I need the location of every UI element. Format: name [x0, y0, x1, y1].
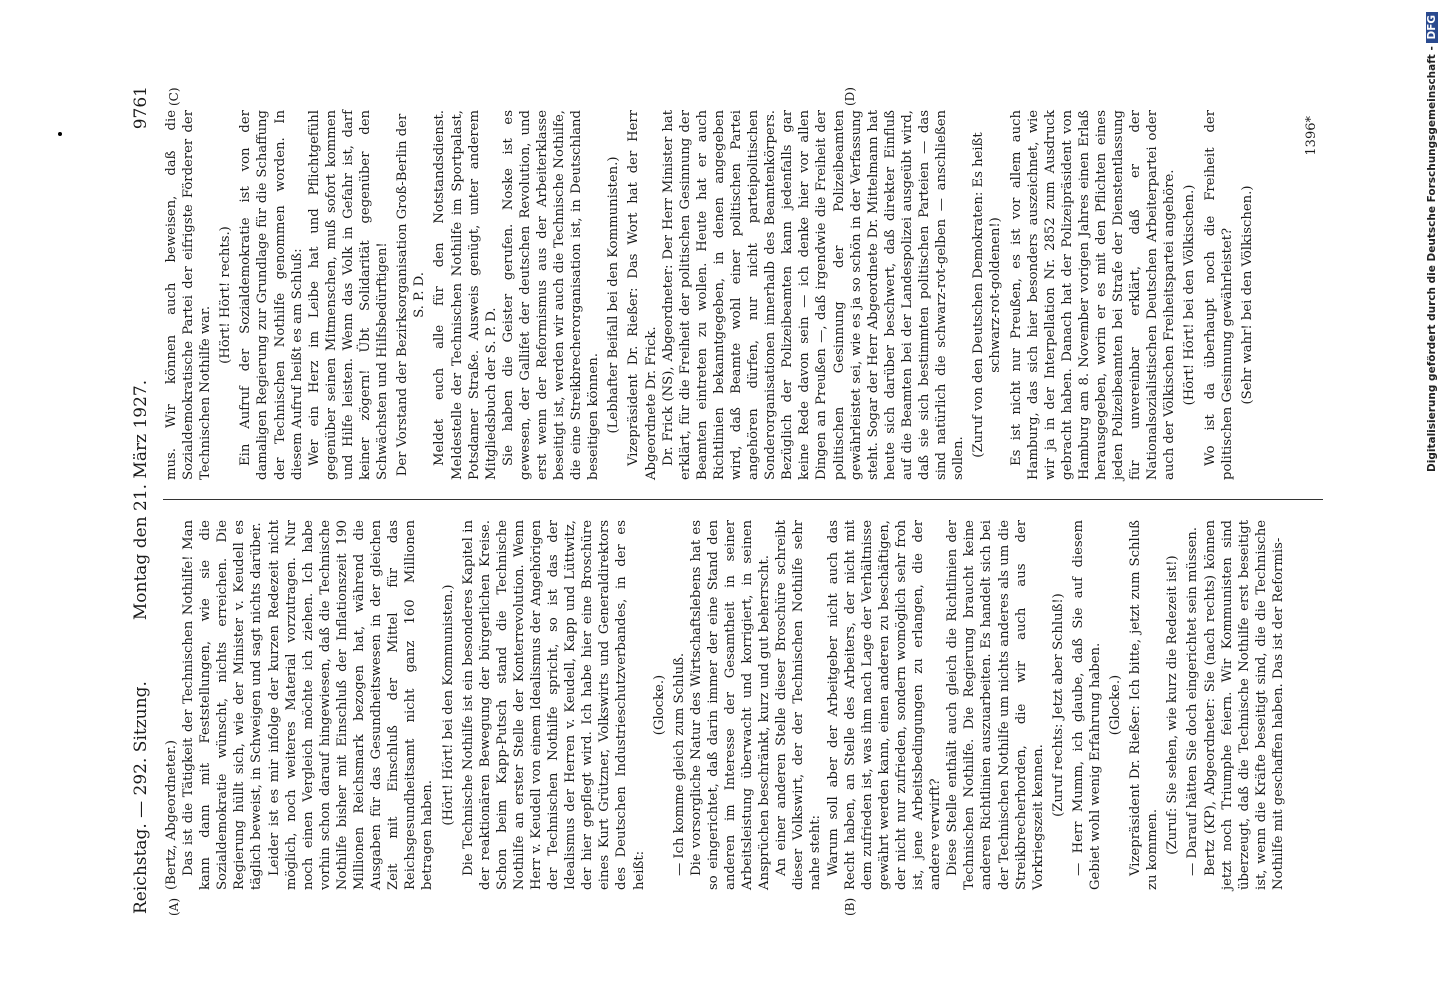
interjection: (Glocke.)	[1108, 674, 1124, 736]
paragraph: — Darauf hätten Sie doch eingerichtet sein müssen.	[1185, 527, 1201, 876]
speaker-continuation: (Bertz, Abgeordneter.)	[164, 739, 179, 890]
quotation: Meldet euch alle für den Notstandsdienst. Meldestelle der Technischen Nothilfe im Sportpalast, Potsdamer Straße. Ausweis genügt, unter anderem Mitgliedsbuch der S. P. D.	[432, 110, 499, 480]
paragraph: An einer anderen Stelle dieser Broschüre schreibt dieser Volkswirt, der der Technischen Nothilfe sehr nahe steht:	[774, 520, 824, 890]
interjection: (Hört! Hört! rechts.)	[218, 226, 234, 364]
paragraph: Bertz (KP), Abgeordneter: Sie (nach rechts) können jetzt noch Triumphe feiern. Wir Kommunisten sind überzeugt, daß die Technische Nothilfe erst beseitigt ist, wenn die Kräfte beseitigt sind, die die Technische Nothilfe mit geschaffen haben. Das ist der Reformis-	[1202, 520, 1286, 890]
header-left: Reichstag. — 292. Sitzung.	[131, 681, 151, 914]
margin-mark-b: (B)	[843, 897, 857, 916]
scan-speck	[58, 132, 62, 136]
column-divider	[163, 499, 1323, 500]
page-number: 9761	[131, 86, 151, 130]
paragraph: — Ich komme gleich zum Schluß.	[671, 652, 687, 876]
paragraph: Wo ist da überhaupt noch die Freiheit der politischen Gesinnung gewährleistet?	[1202, 110, 1235, 480]
paragraph: Das ist die Tätigkeit der Technischen Nothilfe! Man kann dann mit Feststellungen, wie sie die Sozialdemokratie wünscht, nichts erreichen. Die Regierung hüllt sich, wie der Minister v. Keudell es täglich beweist, in Schweigen und sagt nichts darüber.	[181, 520, 265, 890]
margin-mark-c: (C)	[167, 87, 181, 106]
margin-mark-a: (A)	[167, 897, 181, 916]
quotation: Wer ein Herz im Leibe hat und Pflichtgefühl gegenüber seinen Mitmenschen, muß sofort kommen und Hilfe leisten. Wenn das Volk in Gefahr ist, darf keiner zögern! Übt Solidarität gegenüber den Schwächsten und Hilfsbedürftigen!	[306, 110, 391, 480]
right-column	[163, 110, 1323, 480]
quotation: Warum soll aber der Arbeitgeber nicht auch das Recht haben, an Stelle des Arbeiters, der nicht mit dem zufrieden ist, was ihm nach Lage der Verhältnisse gewährt werden kann, einen anderen zu beschäftigen, der nicht nur zufrieden, sondern womöglich sehr froh ist, jene Arbeitsbedingungen zu erlangen, die der andere verwirft?	[825, 520, 944, 890]
paragraph: Ein Aufruf der Sozialdemokratie ist von der damaligen Regierung zur Grundlage für die Schaffung der Technischen Nothilfe genommen worden. In diesem Aufruf heißt es am Schluß:	[238, 110, 305, 480]
paragraph: Die Technische Nothilfe ist ein besonderes Kapitel in der reaktionären Bewegung der bürgerlichen Kreise. Schon beim Kapp-Putsch stand die Technische Nothilfe an erster Stelle der Konterrevolution. Wenn Herr v. Keudell von einem Idealismus der Angehörigen der Technischen Nothilfe spricht, so ist das der Idealismus der Herren v. Keudell, Kapp und Lüttwitz, der hier gepflegt wird. Ich habe hier eine Broschüre eines Kurt Grützner, Volkswirts und Generaldirektors des Deutschen Industrieschutzverbandes, in der es heißt:	[460, 520, 647, 890]
paragraph: Sie haben die Geister gerufen. Noske ist es gewesen, der Gallifet der deutschen Revolution, und erst wenn der Reformismus aus der Arbeiterklasse beseitigt ist, werden wir auch die Technische Nothilfe, die eine Streikbrecherorganisation ist, in Deutschland beseitigen können.	[500, 110, 602, 480]
paragraph: Vizepräsident Dr. Rießer: Ich bitte, jetzt zum Schluß zu kommen.	[1128, 520, 1161, 890]
credit-text: Digitalisierung gefördert durch die Deutsche Forschungsgemeinschaft -	[1426, 46, 1438, 472]
interjection: (Hört! Hört! bei den Kommunisten.)	[440, 584, 456, 826]
paragraph: Es ist nicht nur Preußen, es ist vor allem auch Hamburg, das sich hier besonders auszeichnet, wie wir ja in der Interpellation Nr. 2852 zum Ausdruck gebracht haben. Danach hat der Polizeipräsident von Hamburg am 8. November vorigen Jahres einen Erlaß herausgegeben, worin er es mit den Pflichten eines jeden Polizeibeamten bei Strafe der Dienstentlassung für unvereinbar erklärt, daß er der Nationalsozialistischen Deutschen Arbeiterpartei oder auch der Völkischen Freiheitspartei angehöre.	[1008, 110, 1178, 480]
paragraph: Vizepräsident Dr. Rießer: Das Wort hat der Herr Abgeordnete Dr. Frick.	[626, 110, 659, 480]
paragraph: mus. Wir können auch beweisen, daß die Sozialdemokratische Partei der eifrigste Förderer der Technischen Nothilfe war.	[164, 110, 214, 480]
dfg-logo: DFG	[1426, 12, 1438, 43]
interjection: (Zuruf: Sie sehen, wie kurz die Redezeit ist!)	[1165, 555, 1181, 855]
paragraph: — Herr Mumm, ich glaube, daß Sie auf diesem Gebiet wohl wenig Erfahrung haben.	[1070, 520, 1103, 890]
interjection: (Sehr wahr! bei den Völkischen.)	[1239, 185, 1255, 405]
left-column	[163, 520, 1323, 890]
paragraph: Leider ist es mir infolge der kurzen Redezeit nicht möglich, noch weiteres Material vorzutragen. Nur noch einen Vergleich möchte ich ziehen. Ich habe vorhin schon darauf hingewiesen, daß die Technische Nothilfe bisher mit Einschluß der Inflationszeit 190 Millionen Reichsmark bezogen hat, während die Ausgaben für das Gesundheitswesen in der gleichen Zeit mit Einschluß der Mittel für das Reichsgesundheitsamt nicht ganz 160 Millionen betragen haben.	[266, 520, 436, 890]
interjection: (Glocke.)	[651, 674, 667, 736]
interjection: (Lebhafter Beifall bei den Kommunisten.)	[606, 156, 622, 434]
digitization-credit	[1426, 12, 1442, 892]
running-header	[131, 86, 157, 914]
interjection: (Zuruf von den Deutschen Demokraten: Es heißt schwarz-rot-goldenen!)	[971, 132, 1004, 458]
interjection: (Hört! Hört! bei den Völkischen.)	[1182, 184, 1198, 406]
margin-mark-d: (D)	[843, 87, 857, 106]
interjection: (Zuruf rechts: Jetzt aber Schluß!)	[1050, 593, 1066, 817]
printer-signature: 1396*	[1304, 116, 1319, 156]
quotation-signature: Der Vorstand der Bezirksorganisation Groß-Berlin der S. P. D.	[395, 113, 428, 477]
header-date: Montag den 21. März 1927.	[131, 379, 151, 621]
document-page	[123, 70, 1333, 930]
paragraph: Diese Stelle enthält auch gleich die Richtlinien der Technischen Nothilfe. Die Regierung braucht keine anderen Richtlinien auszuarbeiten. Es handelt sich bei der Technischen Nothilfe um nichts anderes als um die Streikbrecherhorden, die wir auch aus der Vorkriegszeit kennen.	[945, 520, 1046, 890]
quotation: Die vorsorgliche Natur des Wirtschaftslebens hat es so eingerichtet, daß darin immer der eine Stand den anderen im Interesse der Gesamtheit in seiner Arbeitsleistung überwacht und korrigiert, in seinen Ansprüchen beschränkt, kurz und gut beherrscht.	[688, 520, 773, 890]
paragraph: Dr. Frick (NS), Abgeordneter: Der Herr Minister hat erklärt, für die Freiheit der politischen Gesinnung der Beamten eintreten zu wollen. Heute hat er auch Richtlinien bekanntgegeben, in denen angegeben wird, daß Beamte wohl einer politischen Partei angehören dürfen, nur nicht parteipolitischen Sonderorganisationen innerhalb des Beamtenkörpers. Bezüglich der Polizeibeamten kann jedenfalls gar keine Rede davon sein — ich denke hier vor allen Dingen an Preußen —, daß irgendwie die Freiheit der politischen Gesinnung der Polizeibeamten gewährleistet sei, wie es ja so schön in der Verfassung steht. Sogar der Herr Abgeordnete Dr. Mittelmann hat heute sich darüber beschwert, daß direkter Einfluß auf die Beamten bei der Landespolizei ausgeübt wird, daß sie sich bestimmten politischen Parteien — das sind natürlich die schwarz-rot-gelben — anschließen sollen.	[660, 110, 967, 480]
